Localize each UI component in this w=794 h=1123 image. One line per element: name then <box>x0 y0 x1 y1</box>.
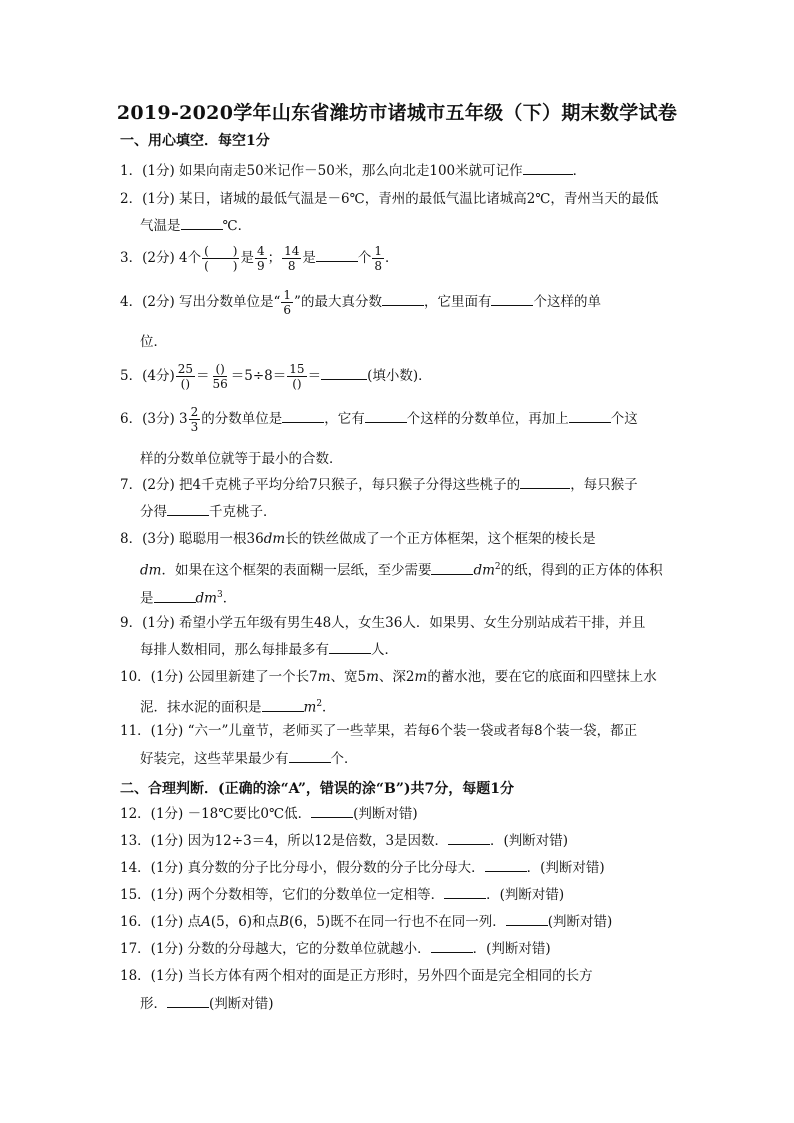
answer-blank[interactable] <box>329 638 371 654</box>
answer-blank[interactable] <box>167 992 209 1008</box>
answer-blank[interactable] <box>167 500 209 516</box>
question-10-line-2: 泥．抹水泥的面积是 $m^2$． <box>140 690 700 722</box>
answer-blank[interactable] <box>382 290 424 306</box>
question-16: 16．(1分) 点A(5，6)和点B(6，5)既不在同一行也不在同一列． (判断对错) <box>120 908 680 936</box>
section-1-heading: 一、用心填空．每空1分 <box>120 133 270 149</box>
answer-blank[interactable] <box>365 407 407 423</box>
answer-blank[interactable] <box>154 587 196 603</box>
question-4-line-2: 位． <box>140 334 167 350</box>
question-8-line-2: dm．如果在这个框架的表面糊一层纸，至少需要 $dm^2$的纸，得到的正方体的体积 <box>140 553 700 585</box>
fraction-1-8: $\frac{1}{8}$ <box>374 244 383 273</box>
answer-blank[interactable] <box>431 937 473 953</box>
fraction-1-6: $\frac{1}{6}$ <box>283 288 292 317</box>
fraction-25-blank[interactable]: $\frac{25}{()}$ <box>177 362 193 391</box>
answer-blank[interactable] <box>321 364 367 380</box>
question-12: 12．(1分) －18℃要比0℃低． (判断对错) <box>120 800 680 828</box>
question-17: 17．(1分) 分数的分母越大，它的分数单位就越小． ．(判断对错) <box>120 935 680 963</box>
answer-blank[interactable] <box>506 910 548 926</box>
question-8: 8．(3分) 聪聪用一根36dm长的铁丝做成了一个正方体框架，这个框架的棱长是 <box>120 531 596 547</box>
section-2-heading: 二、合理判断．(正确的涂“A”，错误的涂“B”)共7分，每题1分 <box>120 781 514 797</box>
question-11-line-2: 好装完，这些苹果最少有 个． <box>140 745 700 773</box>
answer-blank[interactable] <box>448 829 490 845</box>
question-11: 11．(1分) “六一”儿童节，老师买了一些苹果，若每6个装一袋或者每8个装一袋，都正 <box>120 723 638 739</box>
question-9: 9．(1分) 希望小学五年级有男生48人，女生36人．如果男、女生分别站成若干排，并且 <box>120 615 646 631</box>
answer-blank[interactable] <box>262 696 304 712</box>
answer-blank[interactable] <box>520 473 570 489</box>
question-5: 5．(4分) $\frac{25}{()}$ ＝ $\frac{()}{56}$ ＝5÷8＝ $\frac{15}{()}$ ＝ (填小数)． <box>120 362 432 391</box>
question-8-line-3: 是 $dm^3$． <box>140 581 700 613</box>
question-7-line-2: 分得 千克桃子． <box>140 498 700 526</box>
answer-blank[interactable] <box>569 407 611 423</box>
question-18: 18．(1分) 当长方体有两个相对的面是正方形时，另外四个面是完全相同的长方 <box>120 968 593 984</box>
question-7: 7．(2分) 把4千克桃子平均分给7只猴子，每只猴子分得这些桃子的 ，每只猴子 <box>120 471 680 499</box>
page-title: 2019-2020学年山东省潍坊市诸城市五年级（下）期末数学试卷 <box>116 102 678 124</box>
mixed-number-fraction: $\frac{2}{3}$ <box>190 405 199 434</box>
question-2: 2．(1分) 某日，诸城的最低气温是－6℃，青州的最低气温比诸城高2℃，青州当天的最低 <box>120 191 659 207</box>
question-18-line-2: 形． (判断对错) <box>140 990 700 1018</box>
answer-blank[interactable] <box>491 290 533 306</box>
answer-blank[interactable] <box>181 214 223 230</box>
fraction-15-blank[interactable]: $\frac{15}{()}$ <box>289 362 305 391</box>
answer-blank[interactable] <box>316 246 358 262</box>
answer-blank[interactable] <box>485 856 527 872</box>
answer-blank[interactable] <box>311 802 353 818</box>
fraction-blank-56[interactable]: $\frac{()}{56}$ <box>212 362 228 391</box>
answer-blank[interactable] <box>431 559 473 575</box>
answer-blank[interactable] <box>282 407 324 423</box>
question-6: 6．(3分) 3 $\frac{2}{3}$ 的分数单位是 ，它有 个这样的分数单位，再加上 个这 <box>120 405 638 434</box>
answer-blank[interactable] <box>523 159 573 175</box>
question-14: 14．(1分) 真分数的分子比分母小，假分数的分子比分母大． ．(判断对错) <box>120 854 680 882</box>
fraction-14-8: $\frac{14}{8}$ <box>284 244 300 273</box>
question-9-line-2: 每排人数相同，那么每排最多有 人． <box>140 636 700 664</box>
fraction-4-9: $\frac{4}{9}$ <box>256 244 265 273</box>
answer-blank[interactable] <box>289 747 331 763</box>
question-13: 13．(1分) 因为12÷3＝4，所以12是倍数，3是因数． ．(判断对错) <box>120 827 680 855</box>
answer-blank[interactable] <box>444 883 486 899</box>
question-1: 1．(1分) 如果向南走50米记作－50米，那么向北走100米就可记作 ． <box>120 157 680 185</box>
question-4: 4．(2分) 写出分数单位是“ $\frac{1}{6}$ ”的最大真分数 ，它里面有 个这样的单 <box>120 288 601 317</box>
fraction-blank[interactable]: $\frac{( )}{( )}$ <box>204 244 238 273</box>
question-3: 3．(2分) 4个 $\frac{( )}{( )}$ 是 $\frac{4}{9}$ ； $\frac{14}{8}$ 是 个 $\frac{1}{8}$ ． <box>120 244 399 273</box>
question-6-line-2: 样的分数单位就等于最小的合数． <box>140 451 343 467</box>
question-15: 15．(1分) 两个分数相等，它们的分数单位一定相等． ．(判断对错) <box>120 881 680 909</box>
question-2-line-2: 气温是 ℃． <box>140 212 700 240</box>
question-10: 10．(1分) 公园里新建了一个长7m、宽5m、深2m的蓄水池，要在它的底面和四壁抹上水 <box>120 669 657 685</box>
